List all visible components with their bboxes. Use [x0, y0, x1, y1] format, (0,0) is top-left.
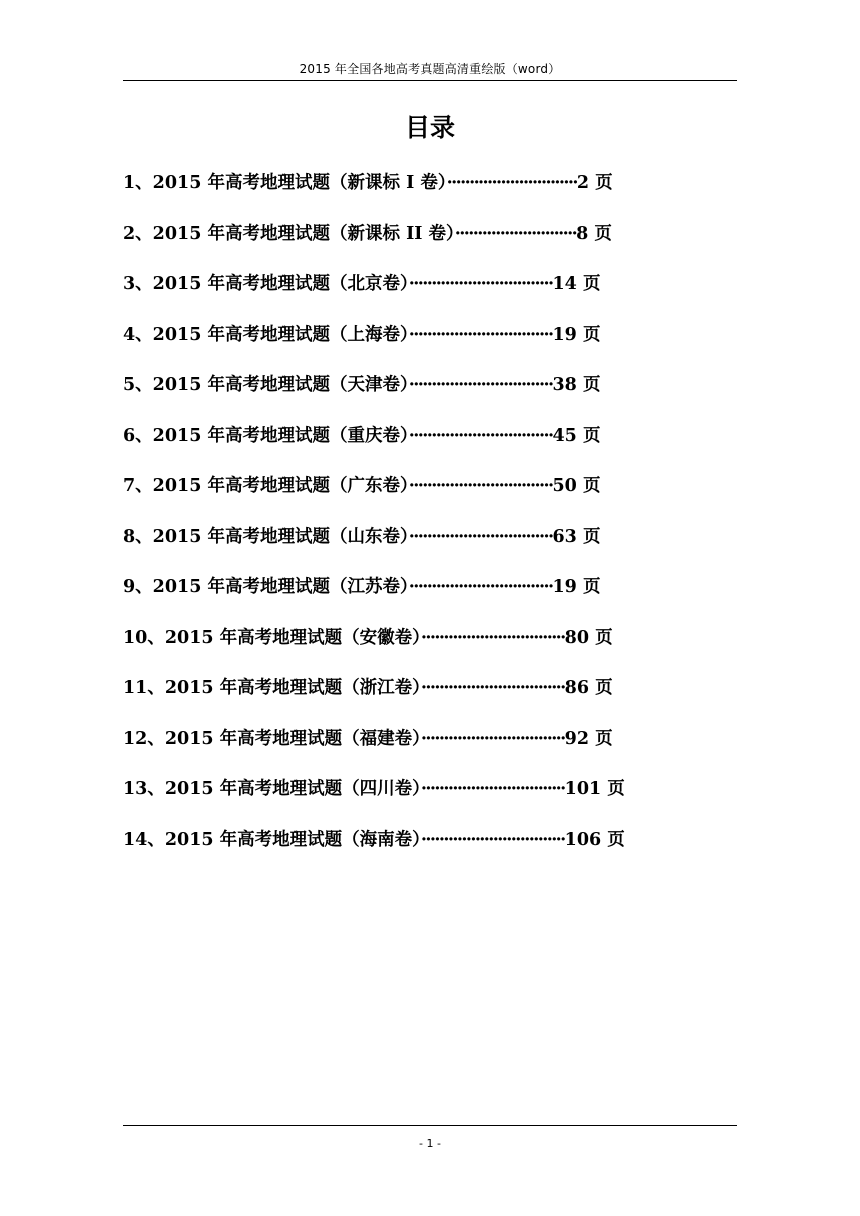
- toc-page-number: 45 页: [552, 425, 601, 446]
- toc-entry-1[interactable]: [123, 164, 763, 215]
- toc-leader-dots: ································: [420, 678, 565, 698]
- toc-entry-label: 8、2015 年高考地理试题（山东卷）: [123, 526, 409, 547]
- toc-entry-7[interactable]: [123, 467, 763, 518]
- toc-entry-3[interactable]: [123, 265, 763, 316]
- toc-page-number: 80 页: [564, 627, 613, 648]
- toc-page-number: 2 页: [576, 173, 613, 193]
- toc-page-number: 86 页: [564, 678, 613, 698]
- toc-leader-dots: ································: [408, 324, 553, 345]
- toc-entry-label: 4、2015 年高考地理试题（上海卷）: [123, 324, 409, 345]
- toc-leader-dots: ································: [420, 779, 565, 799]
- toc-page-number: 19 页: [552, 324, 601, 345]
- toc-entry-label: 10、2015 年高考地理试题（安徽卷）: [123, 627, 421, 648]
- toc-leader-dots: ································: [408, 375, 553, 395]
- toc-leader-dots: ································: [420, 728, 565, 749]
- toc-leader-dots: ································: [420, 627, 565, 648]
- toc-entry-6[interactable]: [123, 417, 763, 468]
- toc-entry-label: 11、2015 年高考地理试题（浙江卷）: [123, 678, 421, 698]
- toc-leader-dots: ································: [420, 829, 565, 850]
- toc-entry-label: 14、2015 年高考地理试题（海南卷）: [123, 829, 421, 850]
- toc-leader-dots: ·····························: [446, 173, 577, 193]
- toc-entry-2[interactable]: [123, 215, 763, 266]
- header-text: 2015 年全国各地高考真题高清重绘版（word）: [299, 62, 561, 76]
- page-header: [123, 59, 737, 81]
- toc-leader-dots: ································: [408, 526, 553, 547]
- toc-entry-label: 5、2015 年高考地理试题（天津卷）: [123, 375, 409, 395]
- toc-leader-dots: ································: [408, 425, 553, 446]
- toc-entry-label: 2、2015 年高考地理试题（新课标 II 卷）: [123, 223, 455, 244]
- toc-entry-11[interactable]: [123, 669, 763, 720]
- table-of-contents: [123, 164, 763, 871]
- toc-entry-14[interactable]: [123, 821, 763, 872]
- toc-page-number: 19 页: [552, 577, 601, 597]
- toc-title: 目录: [404, 113, 455, 142]
- toc-entry-label: 7、2015 年高考地理试题（广东卷）: [123, 476, 409, 496]
- toc-entry-label: 12、2015 年高考地理试题（福建卷）: [123, 728, 421, 749]
- toc-page-number: 92 页: [564, 728, 613, 749]
- toc-leader-dots: ································: [408, 577, 553, 597]
- toc-page-number: 101 页: [564, 779, 625, 799]
- toc-entry-label: 6、2015 年高考地理试题（重庆卷）: [123, 425, 409, 446]
- toc-entry-label: 1、2015 年高考地理试题（新课标 I 卷）: [123, 173, 447, 193]
- toc-entry-13[interactable]: [123, 770, 763, 821]
- toc-entry-12[interactable]: [123, 720, 763, 771]
- toc-entry-10[interactable]: [123, 619, 763, 670]
- toc-entry-5[interactable]: [123, 366, 763, 417]
- toc-page-number: 38 页: [552, 375, 601, 395]
- toc-leader-dots: ································: [408, 476, 553, 496]
- toc-entry-9[interactable]: [123, 568, 763, 619]
- toc-page-number: 8 页: [576, 223, 612, 244]
- toc-leader-dots: ································: [408, 274, 553, 294]
- footer-page-number: - 1 -: [419, 1137, 441, 1150]
- toc-entry-label: 3、2015 年高考地理试题（北京卷）: [123, 274, 409, 294]
- toc-page-number: 106 页: [564, 829, 625, 850]
- toc-page-number: 14 页: [552, 274, 601, 294]
- toc-entry-8[interactable]: [123, 518, 763, 569]
- toc-leader-dots: ···························: [454, 223, 577, 244]
- toc-entry-label: 13、2015 年高考地理试题（四川卷）: [123, 779, 421, 799]
- toc-page-number: 50 页: [552, 476, 601, 496]
- toc-entry-4[interactable]: [123, 316, 763, 367]
- toc-entry-label: 9、2015 年高考地理试题（江苏卷）: [123, 577, 409, 597]
- toc-page-number: 63 页: [552, 526, 601, 547]
- page-footer: [123, 1125, 737, 1162]
